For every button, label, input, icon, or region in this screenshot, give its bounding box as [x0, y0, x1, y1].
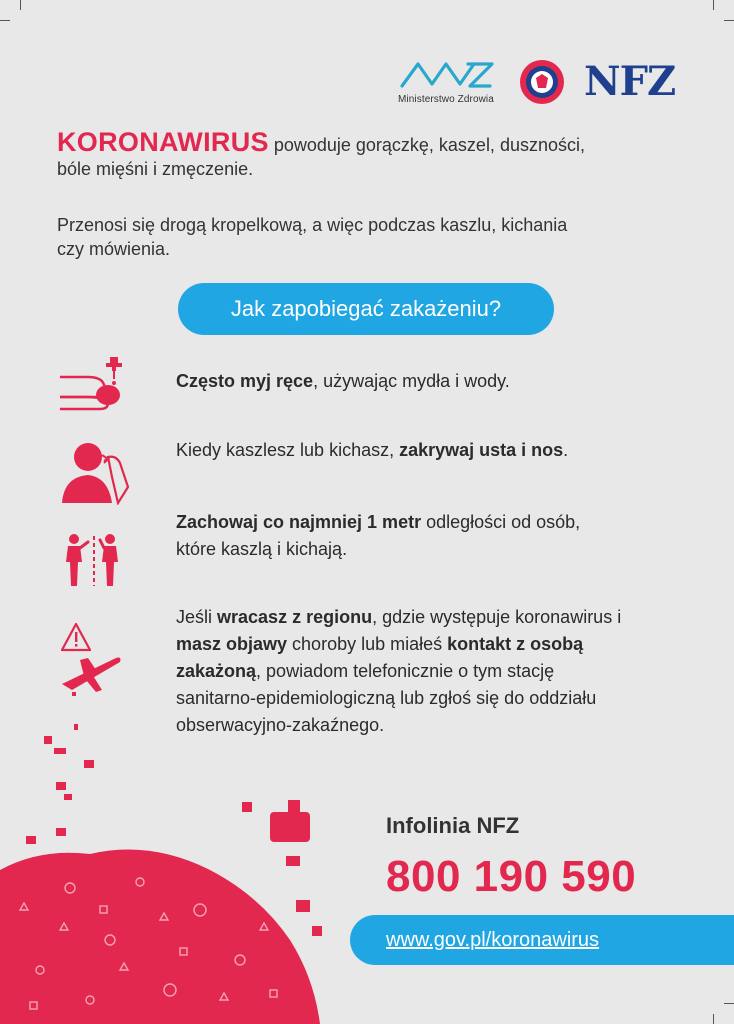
intro-paragraph [57, 127, 677, 181]
tip-cover-post: . [563, 440, 569, 460]
website-link[interactable]: www.gov.pl/koronawirus [386, 929, 600, 951]
tip-distance [176, 509, 696, 563]
tip-cover-bold: zakrywaj usta i nos [399, 440, 564, 460]
ministry-logo-mark [398, 58, 498, 92]
ministry-logo-text: Ministerstwo Zdrowia [398, 94, 494, 105]
tip-travel-l1-pre: Jeśli [176, 607, 218, 627]
tip-wash-hands [176, 368, 510, 395]
crop-mark [20, 0, 21, 10]
transmission-paragraph [57, 213, 657, 261]
tip-travel-l1-bold: wracasz z regionu [217, 607, 373, 627]
tip-travel-l4: sanitarno-epidemiologiczną lub zgłoś się do oddziału [176, 688, 597, 708]
crop-mark [713, 0, 714, 10]
sneeze-tissue-icon [58, 437, 134, 505]
nfz-logo: NFZ [584, 58, 676, 105]
warning-icon [60, 622, 92, 652]
sanitary-inspection-seal [518, 58, 566, 106]
infoline-phone: 800 190 590 [386, 852, 637, 901]
distance-people-icon [62, 532, 122, 588]
tip-distance-line2: które kaszlą i kichają. [176, 539, 348, 559]
tip-travel-l2-bold2: kontakt z osobą [447, 634, 584, 654]
tip-wash-bold: Często myj ręce [176, 371, 314, 391]
tip-travel-l2-mid: choroby lub miałeś [287, 634, 448, 654]
intro-title: KORONAWIRUS [57, 127, 269, 157]
tip-wash-rest: , używając mydła i wody. [313, 371, 510, 391]
infoline-label: Infolinia NFZ [386, 813, 520, 838]
tip-travel-l3-rest: , powiadom telefonicznie o tym stację [256, 661, 555, 681]
tip-travel-l2-bold: masz objawy [176, 634, 288, 654]
intro-line1: powoduje gorączkę, kaszel, duszności, [268, 135, 585, 155]
ministry-logo [398, 58, 508, 110]
tip-travel-l3-bold: zakażoną [176, 661, 257, 681]
transmission-line2: czy mówienia. [57, 239, 171, 259]
crop-mark [724, 1003, 734, 1004]
transmission-line1: Przenosi się drogą kropelkową, a więc podczas kaszlu, kichania [57, 215, 568, 235]
tip-cover-mouth [176, 437, 568, 464]
tip-travel-l1-rest: , gdzie występuje koronawirus i [372, 607, 622, 627]
tip-travel [176, 604, 698, 739]
tip-distance-bold: Zachowaj co najmniej 1 metr [176, 512, 422, 532]
crop-mark [0, 20, 10, 21]
virus-graphic [0, 720, 420, 1024]
airplane-icon [58, 652, 124, 698]
crop-mark [724, 20, 734, 21]
tip-cover-pre: Kiedy kaszlesz lub kichasz, [176, 440, 400, 460]
tip-travel-l5: obserwacyjno-zakaźnego. [176, 715, 385, 735]
hand-washing-icon [58, 355, 128, 413]
tip-distance-rest: odległości od osób, [421, 512, 581, 532]
crop-mark [713, 1014, 714, 1024]
intro-line2: bóle mięśni i zmęczenie. [57, 159, 254, 179]
prevention-heading: Jak zapobiegać zakażeniu? [178, 283, 554, 335]
